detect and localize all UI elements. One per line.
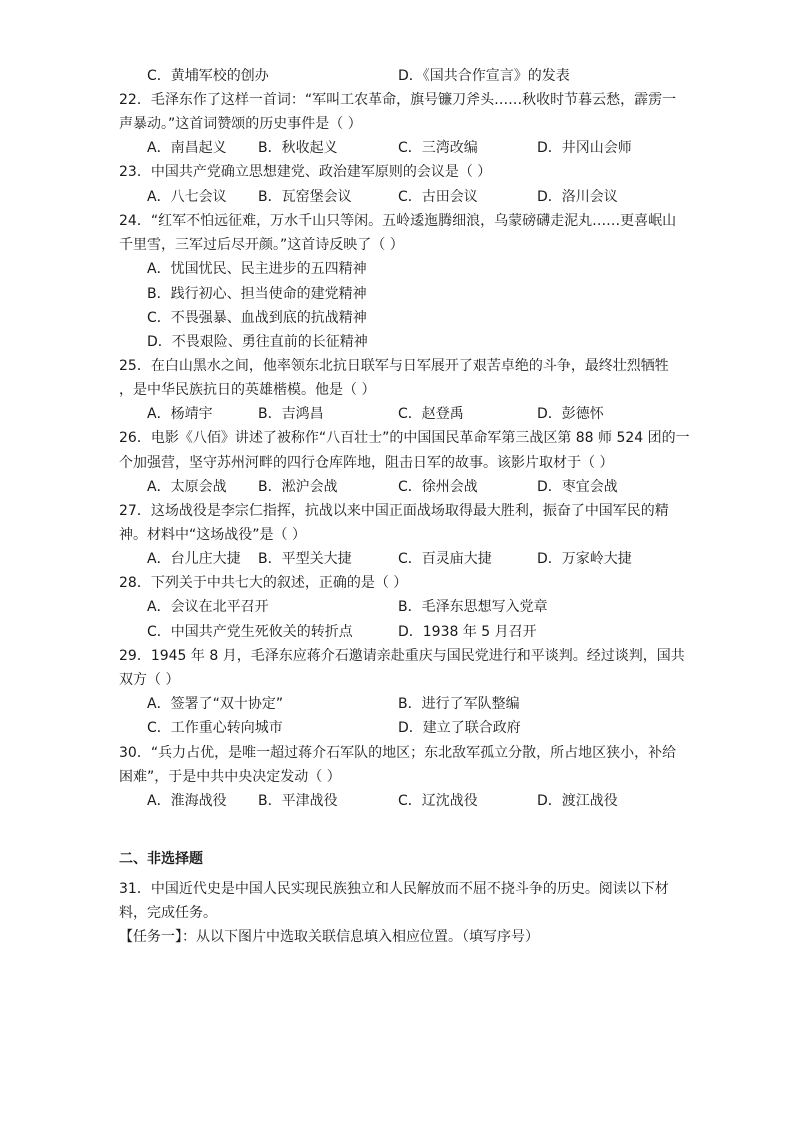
q23-option-a: A．八七会议 bbox=[147, 189, 227, 205]
prev-question-option-d: D．《国共合作宣言》的发表 bbox=[398, 68, 570, 84]
q22-option-c: C．三湾改编 bbox=[398, 140, 478, 156]
q22-stem-line-2: 声暴动。”这首词赞颂的历史事件是（ ） bbox=[119, 116, 362, 132]
q26-stem-line-2: 个加强营，坚守苏州河畔的四行仓库阵地，阻击日军的故事。该影片取材于（ ） bbox=[119, 455, 614, 471]
q29-option-d: D．建立了联合政府 bbox=[398, 720, 521, 736]
q29-stem-line-1: 29．1945 年 8 月，毛泽东应蒋介石邀请亲赴重庆与国民党进行和平谈判。经过谈判，国共 bbox=[119, 648, 685, 664]
q23-option-b: B．瓦窑堡会议 bbox=[258, 189, 352, 205]
q22-option-a: A．南昌起义 bbox=[147, 140, 227, 156]
q27-option-b: B．平型关大捷 bbox=[258, 551, 352, 567]
q22-option-b: B．秋收起义 bbox=[258, 140, 338, 156]
q27-option-c: C．百灵庙大捷 bbox=[398, 551, 492, 567]
q22-option-d: D．井冈山会师 bbox=[537, 140, 632, 156]
q29-option-a: A．签署了“双十协定” bbox=[147, 696, 284, 712]
q25-stem-line-1: 25．在白山黑水之间，他率领东北抗日联军与日军展开了艰苦卓绝的斗争，最终壮烈牺牲 bbox=[119, 358, 669, 374]
q27-option-a: A．台儿庄大捷 bbox=[147, 551, 241, 567]
q24-stem-line-2: 千里雪，三军过后尽开颜。”这首诗反映了（ ） bbox=[119, 237, 404, 253]
q25-option-d: D．彭德怀 bbox=[537, 406, 604, 422]
q24-option-d: D．不畏艰险、勇往直前的长征精神 bbox=[147, 334, 368, 350]
q25-option-a: A．杨靖宇 bbox=[147, 406, 213, 422]
q27-stem-line-2: 神。材料中“这场战役”是（ ） bbox=[119, 527, 306, 543]
q28-option-d: D．1938 年 5 月召开 bbox=[398, 624, 537, 640]
q24-option-a: A．忧国忧民、民主进步的五四精神 bbox=[147, 261, 367, 277]
q29-stem-line-2: 双方（ ） bbox=[119, 672, 180, 688]
q23-option-d: D．洛川会议 bbox=[537, 189, 618, 205]
q23-option-c: C．古田会议 bbox=[398, 189, 478, 205]
q30-stem-line-1: 30．“兵力占优，是唯一超过蒋介石军队的地区；东北敌军孤立分散，所占地区狭小，补给 bbox=[119, 745, 677, 761]
q25-stem-line-2: ，是中华民族抗日的英雄楷模。他是（ ） bbox=[119, 382, 376, 398]
q29-option-b: B．进行了军队整编 bbox=[398, 696, 520, 712]
q26-option-a: A．太原会战 bbox=[147, 479, 227, 495]
q29-option-c: C．工作重心转向城市 bbox=[147, 720, 283, 736]
prev-question-option-c: C．黄埔军校的创办 bbox=[147, 68, 269, 84]
q27-stem-line-1: 27．这场战役是李宗仁指挥，抗战以来中国正面战场取得最大胜利，振奋了中国军民的精 bbox=[119, 503, 669, 519]
q22-stem-line-1: 22．毛泽东作了这样一首词：“军叫工农革命，旗号镰刀斧头……秋收时节暮云愁，霹雳一 bbox=[119, 92, 677, 108]
q31-task-one: 【任务一】：从以下图片中选取关联信息填入相应位置。（填写序号） bbox=[119, 929, 539, 945]
q28-stem-line-1: 28．下列关于中共七大的叙述，正确的是（ ） bbox=[119, 575, 408, 591]
q24-option-b: B．践行初心、担当使命的建党精神 bbox=[147, 286, 367, 302]
q25-option-c: C．赵登禹 bbox=[398, 406, 464, 422]
q23-stem-line-1: 23．中国共产党确立思想建党、政治建军原则的会议是（ ） bbox=[119, 164, 492, 180]
q31-stem-line-2: 料，完成任务。 bbox=[119, 905, 217, 921]
q26-option-b: B．淞沪会战 bbox=[258, 479, 338, 495]
q28-option-b: B．毛泽东思想写入党章 bbox=[398, 599, 548, 615]
q26-stem-line-1: 26．电影《八佰》讲述了被称作“八百壮士”的中国国民革命军第三战区第 88 师 524 团的一 bbox=[119, 430, 690, 446]
q30-stem-line-2: 困难”，于是中共中央决定发动（ ） bbox=[119, 769, 341, 785]
q28-option-c: C．中国共产党生死攸关的转折点 bbox=[147, 624, 353, 640]
q25-option-b: B．吉鸿昌 bbox=[258, 406, 324, 422]
section-title: 二、非选择题 bbox=[119, 851, 203, 867]
q30-option-d: D．渡江战役 bbox=[537, 793, 618, 809]
q27-option-d: D．万家岭大捷 bbox=[537, 551, 632, 567]
q24-option-c: C．不畏强暴、血战到底的抗战精神 bbox=[147, 310, 367, 326]
q26-option-d: D．枣宜会战 bbox=[537, 479, 618, 495]
q30-option-a: A．淮海战役 bbox=[147, 793, 227, 809]
q31-stem-line-1: 31．中国近代史是中国人民实现民族独立和人民解放而不屈不挠斗争的历史。阅读以下材 bbox=[119, 881, 669, 897]
q26-option-c: C．徐州会战 bbox=[398, 479, 478, 495]
q30-option-b: B．平津战役 bbox=[258, 793, 338, 809]
q30-option-c: C．辽沈战役 bbox=[398, 793, 478, 809]
q28-option-a: A．会议在北平召开 bbox=[147, 599, 269, 615]
q24-stem-line-1: 24．“红军不怕远征难，万水千山只等闲。五岭逶迤腾细浪，乌蒙磅礴走泥丸……更喜岷山 bbox=[119, 213, 677, 229]
